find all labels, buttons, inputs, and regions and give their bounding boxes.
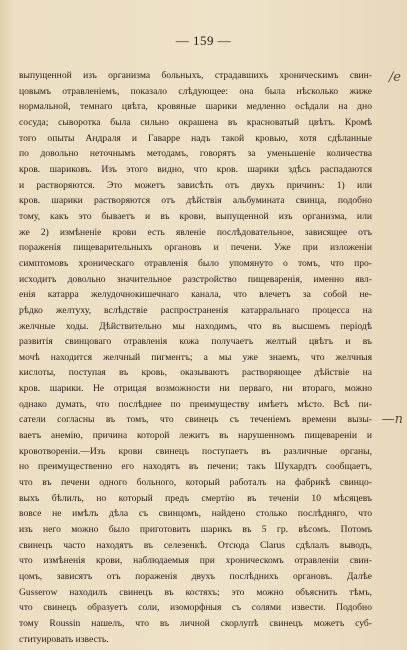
text-line: Gusserow находилъ свинецъ въ костяхъ; это можно объяснить тѣмъ, [19,586,372,598]
text-line: изъ него можно было приготовить шарикъ въ 5 гр. вѣсомъ. Потомъ [19,524,372,536]
text-line: кровотвореніи.—Изъ крови свинецъ поступаетъ въ различные органы, [19,445,372,457]
text-line: выпущенной изъ организма больныхъ, страдавшихъ хроническимъ свин- [19,70,372,81]
text-line: что свинецъ образуетъ соли, изоморфныя съ солями извести. Подобно [19,602,372,614]
text-line: ваетъ анемію, причина которой лежитъ въ нарушенномъ пищевареніи и [19,430,372,442]
text-line: сатели согласны въ томъ, что свинецъ съ теченіемъ времени вызы- [19,414,372,426]
text-line: рѣдко желтуху, вслѣдствіе распространенія катарральнаго процесса на [19,304,372,316]
text-line: кислоты, поступая въ кровь, оказываютъ растворяющее дѣйствіе на [19,367,372,379]
page-number: — 159 — [175,33,232,48]
margin-note-middle: —n [381,412,403,427]
text-line: тому, какъ это бываетъ и въ крови, выпущенной изъ организма, или [19,210,372,222]
body-text [19,68,372,647]
text-line: енія катарра желудочнокишечнаго канала, что влечетъ за собой не- [19,289,372,301]
text-line: желчные ходы. Дѣйствительно мы находимъ, что въ высшемъ періодѣ [19,320,372,332]
text-line: кров. шарики. Не отрицая возможности ни перваго, ни втораго, можно [19,383,372,395]
text-line: цовымъ отравленіемъ, показало слѣдующее: она была нѣсколько жиже [19,85,372,97]
text-line: исходитъ довольно значительное разстройство пищеваренія, именно явл- [19,273,372,285]
text-line: и растворяются. Это можетъ зависѣть отъ двухъ причинъ: 1) или [19,179,372,191]
text-line: мочѣ находится желчный пигментъ; а мы уже знаемъ, что желчныя [19,351,372,363]
text-line: выхъ бѣлилъ, но который предъ смертію въ теченіи 10 мѣсяцевъ [19,492,372,504]
text-line: свинецъ часто находятъ въ селезенкѣ. Отсюда Clarus сдѣлалъ выводъ, [19,539,372,551]
margin-note-top: /e [388,70,401,85]
text-line: ституировать известь. [19,633,109,645]
text-line: вовсе не имѣлъ дѣла съ свинцомъ, найдено столько послѣдняго, что [19,508,372,520]
text-line: симптомовъ хроническаго отравленія было упомянуто о томъ, что про- [19,257,372,269]
text-line: пораженія пищеварительныхъ органовъ и печени. Уже при изложеніи [19,242,372,254]
text-line: тому Roussin нашелъ, что въ личной скорлупѣ свинецъ можетъ суб- [19,617,372,629]
text-line: но преимущественно его находятъ въ печени; такъ Шухардтъ сообщаетъ, [19,461,372,473]
text-line: что измѣненія крови, наблюдаемыя при хроническомъ отравленіи свин- [19,555,372,567]
text-line: нормальной, темнаго цвѣта, кровяные шарики медленно осѣдали на дно [19,101,372,113]
text-line: же 2) измѣненіе крови есть явленіе послѣдовательное, зависящее отъ [19,226,372,238]
text-line: цомъ, зависятъ отъ пораженія двухъ послѣднихъ органовъ. Далѣе [19,571,372,582]
text-line: однако думать, что послѣднее по преимуществу имѣетъ мѣсто. Всѣ пи- [19,398,372,410]
text-line: того опыты Андраля и Гаварре надъ такой кровью, хотя сдѣланные [19,132,372,144]
text-line: сосуда; сыворотка была сильно окрашена въ красноватый цвѣтъ. Кромѣ [19,116,372,128]
text-line: кров. шариковъ. Изъ этого видно, что кров. шарики здѣсь распадаются [19,163,372,175]
text-line: развитія свинцоваго отравленія кожа получаетъ желтый цвѣтъ и въ [19,336,372,348]
text-line: по довольно неточнымъ методамъ, говорятъ за уменьшеніе количества [19,148,372,160]
text-line: кров. шарики растворяются отъ дѣйствія альбумината свинца, подобно [19,195,372,207]
text-line: что въ печени одного больного, который работалъ на фабрикѣ свинцо- [19,477,372,489]
